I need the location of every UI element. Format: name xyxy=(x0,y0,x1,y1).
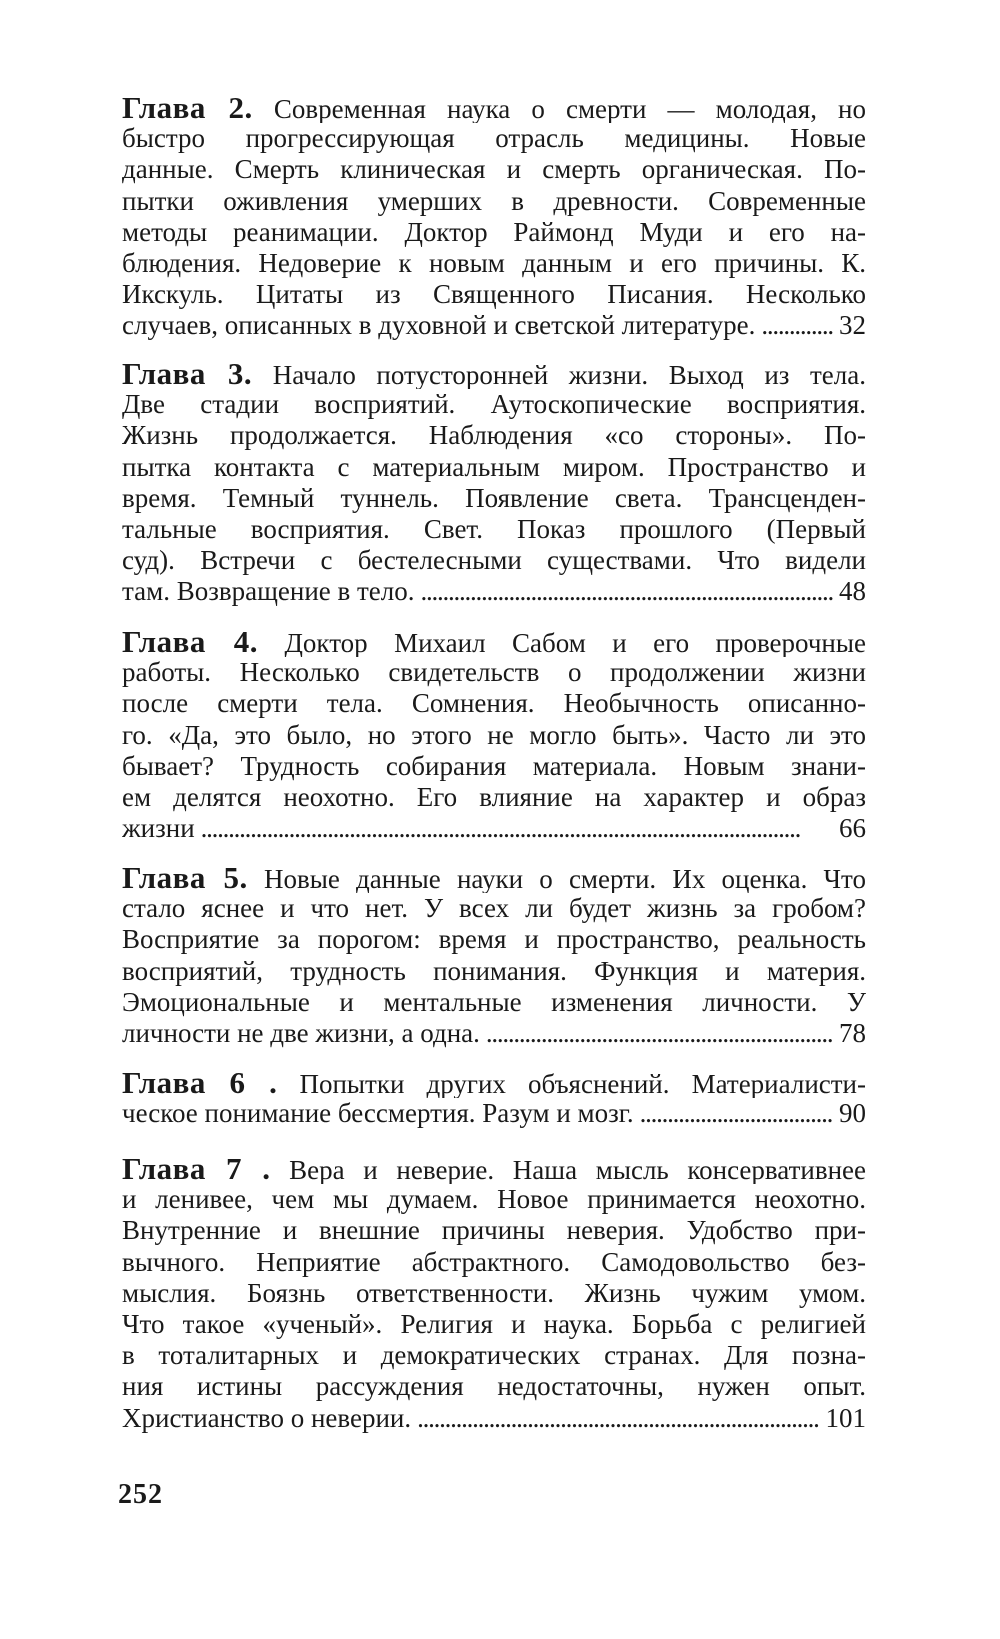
toc-line: Что такое «ученый». Религия и наука. Борьба с религией xyxy=(122,1308,866,1339)
toc-entry-chapter-6 xyxy=(122,1067,866,1129)
toc-line: данные. Смерть клиническая и смерть органическая. По- xyxy=(122,154,866,185)
toc-line: после смерти тела. Сомнения. Необычность описанно- xyxy=(122,688,866,719)
toc-line: тальные восприятия. Свет. Показ прошлого (Первый xyxy=(122,513,866,544)
toc-line-with-page xyxy=(122,576,866,607)
toc-line: пытки оживления умерших в древности. Современные xyxy=(122,185,866,216)
toc-line-with-page xyxy=(122,310,866,341)
toc-line xyxy=(122,92,866,123)
chapter-label: Глава 4. xyxy=(122,626,259,658)
dot-leader xyxy=(640,1098,833,1129)
toc-line: быстро прогрессирующая отрасль медицины. Новые xyxy=(122,123,866,154)
toc-line: мыслия. Боязнь ответственности. Жизнь чужим умом. xyxy=(122,1277,866,1308)
page-reference: 101 xyxy=(825,1402,866,1433)
toc-entry-chapter-3 xyxy=(122,358,866,608)
toc-line: восприятий, трудность понимания. Функция и материя. xyxy=(122,955,866,986)
toc-text: Доктор Михаил Сабом и его проверочные xyxy=(284,628,866,658)
toc-line xyxy=(122,626,866,657)
dot-leader xyxy=(201,813,833,844)
toc-line: время. Темный туннель. Появление света. Трансценден- xyxy=(122,482,866,513)
toc-line-with-page xyxy=(122,1098,866,1129)
toc-line-with-page xyxy=(122,1403,866,1434)
page-number: 252 xyxy=(118,1479,163,1510)
dot-leader xyxy=(486,1018,833,1049)
toc-line-with-page xyxy=(122,813,866,844)
toc-line: методы реанимации. Доктор Раймонд Муди и его на- xyxy=(122,216,866,247)
toc-line: стало яснее и что нет. У всех ли будет жизнь за гробом? xyxy=(122,893,866,924)
toc-entry-chapter-2 xyxy=(122,92,866,342)
toc-text: ческое понимание бессмертия. Разум и мозг. xyxy=(122,1098,634,1129)
toc-line: Две стадии восприятий. Аутоскопические восприятия. xyxy=(122,389,866,420)
dot-leader xyxy=(761,310,833,341)
toc-text: там. Возвращение в тело. xyxy=(122,576,415,607)
page-reference: 48 xyxy=(839,576,866,607)
toc-line: ния истины рассуждения недостаточны, нужен опыт. xyxy=(122,1371,866,1402)
page-reference: 32 xyxy=(839,310,866,341)
toc-line: суд). Встречи с бестелесными существами. Что видели xyxy=(122,545,866,576)
dot-leader xyxy=(421,576,833,607)
toc-line: Эмоциональные и ментальные изменения личности. У xyxy=(122,986,866,1017)
toc-text: Вера и неверие. Наша мысль консервативнее xyxy=(289,1155,866,1185)
page-reference: 66 xyxy=(839,813,866,844)
chapter-label: Глава 7 . xyxy=(122,1153,271,1185)
toc-line: Икскуль. Цитаты из Священного Писания. Несколько xyxy=(122,279,866,310)
toc-line: в тоталитарных и демократических странах. Для позна- xyxy=(122,1340,866,1371)
toc-line-with-page xyxy=(122,1018,866,1049)
toc-entry-chapter-5 xyxy=(122,862,866,1049)
toc-line xyxy=(122,358,866,389)
toc-line xyxy=(122,1153,866,1184)
toc-line xyxy=(122,862,866,893)
toc-line: Восприятие за порогом: время и пространство, реальность xyxy=(122,924,866,955)
toc-entry-chapter-4 xyxy=(122,626,866,844)
toc-text: Новые данные науки о смерти. Их оценка. Что xyxy=(263,864,866,894)
toc-entry-chapter-7 xyxy=(122,1153,866,1434)
toc-line: пытка контакта с материальным миром. Пространство и xyxy=(122,451,866,482)
toc-line: работы. Несколько свидетельств о продолжении жизни xyxy=(122,657,866,688)
toc-text: Христианство о неверии. xyxy=(122,1402,412,1433)
chapter-label: Глава 5. xyxy=(122,862,248,894)
toc-text: Попытки других объяснений. Материалисти- xyxy=(299,1069,866,1099)
toc-text: Начало потусторонней жизни. Выход из тела. xyxy=(272,360,866,390)
toc-line: и ленивее, чем мы думаем. Новое принимается неохотно. xyxy=(122,1184,866,1215)
toc-text: случаев, описанных в духовной и светской литературе. xyxy=(122,310,756,341)
toc-line: го. «Да, это было, но этого не могло быть». Часто ли это xyxy=(122,719,866,750)
toc-line: Жизнь продолжается. Наблюдения «со стороны». По- xyxy=(122,420,866,451)
toc-text: жизни xyxy=(122,813,195,844)
chapter-label: Глава 3. xyxy=(122,358,253,390)
page-reference: 78 xyxy=(839,1017,866,1048)
toc-line: бывает? Трудность собирания материала. Новым знани- xyxy=(122,750,866,781)
chapter-label: Глава 2. xyxy=(122,92,253,124)
toc-line: Внутренние и внешние причины неверия. Удобство при- xyxy=(122,1215,866,1246)
toc-line: блюдения. Недоверие к новым данным и его причины. К. xyxy=(122,247,866,278)
chapter-label: Глава 6 . xyxy=(122,1067,278,1099)
toc-text: личности не две жизни, а одна. xyxy=(122,1017,480,1048)
toc-line xyxy=(122,1067,866,1098)
toc-line: вычного. Неприятие абстрактного. Самодовольство без- xyxy=(122,1246,866,1277)
toc-line: ем делятся неохотно. Его влияние на характер и образ xyxy=(122,781,866,812)
page-reference: 90 xyxy=(839,1098,866,1129)
toc-text: Современная наука о смерти — молодая, но xyxy=(273,94,866,124)
dot-leader xyxy=(417,1403,819,1434)
